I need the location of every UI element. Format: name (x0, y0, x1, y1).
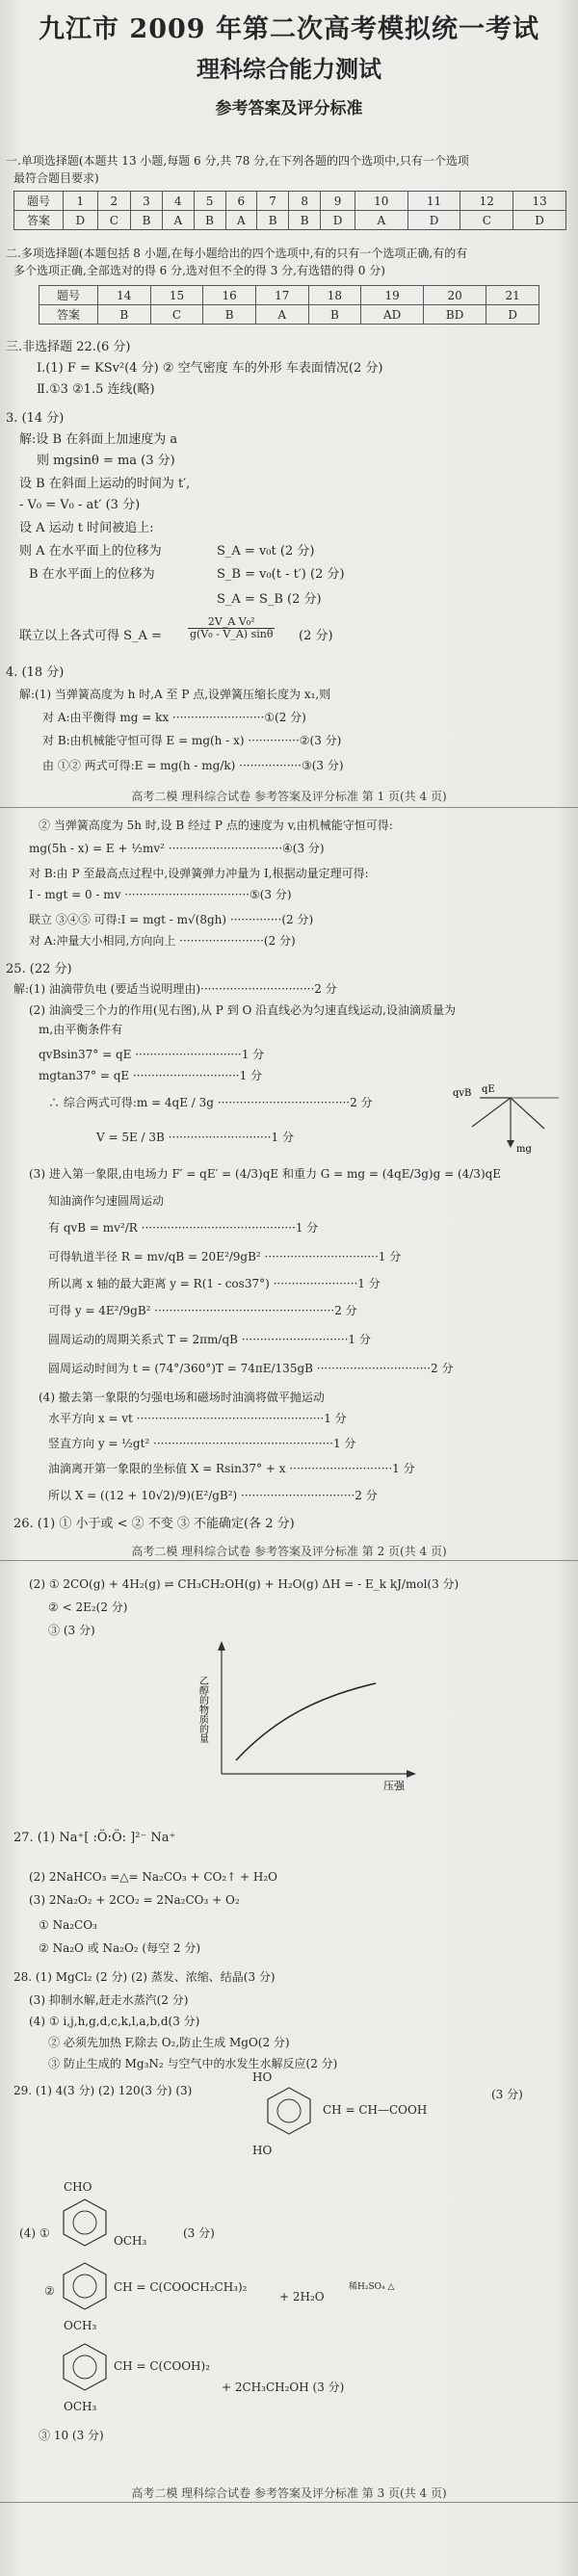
table-cell: 题号 (39, 286, 98, 305)
label-mg: mg (516, 1144, 532, 1155)
table-row (39, 305, 539, 325)
q29-line: ③ 10 (3 分) (39, 2429, 104, 2442)
table-cell: B (130, 211, 162, 230)
q26-heading: 26. (1) ① 小于或 < ② 不变 ③ 不能确定(各 2 分) (13, 1517, 295, 1531)
structure-label: CH = CH—COOH (323, 2103, 428, 2117)
q29-heading: 29. (1) 4(3 分) (2) 120(3 分) (3) (13, 2084, 193, 2097)
q24-line: 由 ①② 两式可得:E = mg(h - mg/k) ·················③(3 分) (42, 759, 344, 772)
q25-line: 可得轨道半径 R = mv/qB = 20E²/9gB² ·······························1 分 (48, 1250, 402, 1263)
q27-line: ② Na₂O 或 Na₂O₂ (每空 2 分) (39, 1941, 201, 1955)
table-cell: 14 (98, 286, 151, 305)
fraction-numerator: 2V_A V₀² (188, 616, 275, 629)
table-cell: B (194, 211, 225, 230)
q25-line: mgtan37° = qE ·····························1 分 (39, 1069, 263, 1082)
q25-line: 所以 X = ((12 + 10√2)/9)(E²/gB²) ·······························2 分 (48, 1489, 378, 1502)
q29-score: (3 分) (491, 2088, 523, 2101)
table-cell: 题号 (14, 192, 64, 211)
table-cell: AD (361, 305, 424, 325)
q27-line: ① Na₂CO₃ (39, 1918, 97, 1932)
table-cell: B (308, 305, 361, 325)
velocity-arrow (511, 1098, 544, 1129)
q25-line: 所以离 x 轴的最大距离 y = R(1 - cos37°) ·······················1 分 (48, 1277, 381, 1290)
q25-line: 知油滴作匀速圆周运动 (48, 1194, 165, 1208)
q22-heading: 三.非选择题 22.(6 分) (6, 340, 131, 354)
table-cell: 答案 (39, 305, 98, 325)
x-axis-label: 压强 (383, 1780, 405, 1791)
page-divider (0, 1560, 578, 1561)
table-cell: C (150, 305, 203, 325)
q25-line: 圆周运动时间为 t = (74°/360°)T = 74πE/135gB ·······························2 分 (48, 1362, 454, 1375)
table-cell: 9 (321, 192, 355, 211)
q27-heading: 27. (1) Na⁺[ :Ö:Ö: ]²⁻ Na⁺ (13, 1831, 176, 1845)
section2-heading: 二.多项选择题(本题包括 8 小题,在每小题给出的四个选项中,有的只有一个选项正确,有的有 (6, 247, 468, 260)
q25-line: 圆周运动的周期关系式 T = 2πm/qB ·····························1 分 (48, 1333, 371, 1346)
q23-score: (2 分) (299, 629, 333, 643)
section1-answer-table (13, 191, 566, 230)
q24-line: 对 A:冲量大小相同,方向向上 ·······················(2 分) (29, 934, 296, 948)
q25-line: 水平方向 x = vt ···················································1 分 (48, 1412, 347, 1425)
structure-label: CHO (64, 2180, 92, 2194)
table-cell: 21 (486, 286, 539, 305)
table-cell: 11 (407, 192, 460, 211)
q25-heading: 25. (22 分) (6, 962, 72, 976)
benzene-ring-icon (56, 2196, 114, 2250)
q24-heading: 4. (18 分) (6, 665, 65, 680)
table-cell: B (257, 211, 289, 230)
q23-formula: S_A = v₀t (2 分) (217, 544, 315, 559)
structure-label: OCH₃ (64, 2400, 97, 2413)
q25-line: (3) 进入第一象限,由电场力 F′ = qE′ = (4/3)qE 和重力 G = mg = (4qE/3g)g = (4/3)qE (29, 1167, 502, 1181)
q22-part2: Ⅱ.①3 ②1.5 连线(略) (37, 382, 155, 397)
q28-line: ② 必须先加热 F,除去 O₂,防止生成 MgO(2 分) (48, 2036, 290, 2049)
table-cell: A (163, 211, 195, 230)
structure-label: + 2H₂O (279, 2290, 325, 2303)
q23-formula: S_A = S_B (2 分) (217, 592, 322, 607)
q24-line: I - mgt = 0 - mv ··································⑤(3 分) (29, 888, 292, 901)
q29-score: (3 分) (183, 2226, 215, 2240)
page-footer: 高考二模 理科综合试卷 参考答案及评分标准 第 3 页(共 4 页) (131, 2486, 447, 2500)
table-cell: 5 (194, 192, 225, 211)
q26-line: ③ (3 分) (48, 1624, 95, 1637)
pressure-graph (183, 1637, 434, 1791)
q28-line: (3) 抑制水解,赶走水蒸汽(2 分) (29, 1993, 189, 2007)
section2-heading-cont: 多个选项正确,全部选对的得 6 分,选对但不全的得 3 分,有选错的得 0 分) (13, 264, 385, 277)
table-cell: 3 (130, 192, 162, 211)
q25-line: m,由平衡条件有 (39, 1023, 123, 1036)
table-cell: 16 (203, 286, 256, 305)
q25-line: 可得 y = 4E²/9gB² ·················································2 分 (48, 1304, 357, 1317)
table-cell: BD (423, 305, 486, 325)
table-cell: C (460, 211, 513, 230)
q25-line: 竖直方向 y = ½gt² ·················································1 分 (48, 1437, 356, 1450)
q24-line: 对 A:由平衡得 mg = kx ·························①(2 分) (42, 711, 306, 724)
q27-line: (2) 2NaHCO₃ =△= Na₂CO₃ + CO₂↑ + H₂O (29, 1870, 278, 1884)
q25-line: V = 5E / 3B ····························1 分 (96, 1131, 294, 1144)
q22-part1: Ⅰ.(1) F = KSv²(4 分) ② 空气密度 车的外形 车表面情况(2 分) (37, 361, 383, 376)
structure-label: OCH₃ (64, 2319, 97, 2332)
table-cell: D (321, 211, 355, 230)
page-footer: 高考二模 理科综合试卷 参考答案及评分标准 第 2 页(共 4 页) (131, 1545, 447, 1558)
magnetic-force-arrow (472, 1098, 511, 1127)
structure-label: CH = C(COOH)₂ (114, 2359, 211, 2373)
table-cell: 15 (150, 286, 203, 305)
table-cell: 7 (257, 192, 289, 211)
table-cell: D (486, 305, 539, 325)
table-cell: D (407, 211, 460, 230)
table-cell: B (289, 211, 321, 230)
q29-line: (4) ① (19, 2226, 50, 2240)
label-qE: qE (482, 1084, 495, 1095)
page-divider (0, 807, 578, 808)
table-cell: 10 (355, 192, 407, 211)
q23-line: 设 B 在斜面上运动的时间为 t′, (19, 477, 191, 491)
table-cell: D (64, 211, 98, 230)
document-subhead: 参考答案及评分标准 (215, 99, 363, 118)
q23-fraction (188, 616, 275, 640)
q25-line: 解:(1) 油滴带负电 (要适当说明理由)·······························2 分 (13, 982, 337, 996)
q23-line: - V₀ = V₀ - at′ (3 分) (19, 498, 141, 512)
trend-curve (236, 1683, 376, 1760)
document-title: 九江市 2009 年第二次高考模拟统一考试 (39, 14, 539, 44)
q27-line: (3) 2Na₂O₂ + 2CO₂ = 2Na₂CO₃ + O₂ (29, 1893, 240, 1907)
force-diagram (453, 1059, 568, 1165)
q24-line: 对 B:由 P 至最高点过程中,设弹簧弹力冲量为 I,根据动量定理可得: (29, 867, 369, 880)
table-cell: 12 (460, 192, 513, 211)
document-subtitle: 理科综合能力测试 (197, 55, 381, 83)
q26-line: ② < 2E₂(2 分) (48, 1600, 128, 1614)
q25-line: qvBsin37° = qE ·····························1 分 (39, 1048, 265, 1061)
table-cell: 4 (163, 192, 195, 211)
table-cell: B (98, 305, 151, 325)
q24-line: 对 B:由机械能守恒可得 E = mg(h - x) ··············②(3 分) (42, 734, 342, 747)
benzene-ring-icon (56, 2340, 114, 2394)
arrowhead-icon (218, 1641, 225, 1651)
q24-line: 解:(1) 当弹簧高度为 h 时,A 至 P 点,设弹簧压缩长度为 x₁,则 (19, 688, 331, 701)
fraction-denominator: g(V₀ - V_A) sinθ (190, 628, 274, 640)
table-cell: 17 (255, 286, 308, 305)
q29-line: ② (44, 2284, 55, 2298)
q23-line: B 在水平面上的位移为 (29, 567, 155, 582)
q23-heading: 3. (14 分) (6, 411, 65, 426)
table-cell: 6 (225, 192, 257, 211)
table-cell: 2 (97, 192, 130, 211)
page-footer: 高考二模 理科综合试卷 参考答案及评分标准 第 1 页(共 4 页) (131, 790, 447, 803)
structure-label: OCH₃ (114, 2234, 147, 2248)
arrowhead-icon (507, 1140, 514, 1148)
benzene-ring-icon (260, 2084, 318, 2138)
table-row (14, 192, 566, 211)
section1-heading-cont: 最符合题目要求) (13, 171, 99, 185)
q28-heading: 28. (1) MgCl₂ (2 分) (2) 蒸发、浓缩、结晶(3 分) (13, 1970, 276, 1984)
q24-line: ② 当弹簧高度为 5h 时,设 B 经过 P 点的速度为 v,由机械能守恒可得: (39, 819, 393, 832)
structure-label: CH = C(COOCH₂CH₃)₂ (114, 2280, 248, 2294)
table-cell: 13 (513, 192, 566, 211)
table-cell: A (255, 305, 308, 325)
q23-line: 设 A 运动 t 时间被追上: (19, 521, 154, 535)
table-cell: 20 (423, 286, 486, 305)
structure-label: HO (252, 2144, 273, 2157)
q28-line: (4) ① i,j,h,g,d,c,k,l,a,b,d(3 分) (29, 2015, 200, 2028)
q25-line: 油滴离开第一象限的坐标值 X = Rsin37° + x ····························1 分 (48, 1462, 415, 1475)
q25-line: 有 qvB = mv²/R ··········································1 分 (48, 1221, 319, 1235)
table-cell: A (225, 211, 257, 230)
reaction-condition: 稀H₂SO₄ △ (349, 2282, 395, 2292)
structure-label: + 2CH₃CH₂OH (3 分) (222, 2381, 345, 2394)
table-row (39, 286, 539, 305)
arrowhead-icon (407, 1770, 416, 1778)
q23-line: 解:设 B 在斜面上加速度为 a (19, 432, 178, 447)
q24-line: mg(5h - x) = E + ½mv² ·······························④(3 分) (29, 842, 325, 855)
structure-label: HO (252, 2070, 273, 2084)
q24-line: 联立 ③④⑤ 可得:I = mgt - m√(8gh) ··············(2 分) (29, 913, 314, 926)
q23-line: 联立以上各式可得 S_A = (19, 629, 162, 643)
y-axis-label: 乙醇的物质的量 (197, 1676, 208, 1743)
q25-line: (4) 撤去第一象限的匀强电场和磁场时油滴将做平抛运动 (39, 1391, 325, 1404)
section1-heading: 一.单项选择题(本题共 13 小题,每题 6 分,共 78 分,在下列各题的四个选项中,只有一个选项 (6, 154, 469, 168)
table-cell: C (97, 211, 130, 230)
q28-line: ③ 防止生成的 Mg₃N₂ 与空气中的水发生水解反应(2 分) (48, 2057, 338, 2070)
q25-line: (2) 油滴受三个力的作用(见右图),从 P 到 O 沿直线必为匀速直线运动,设油滴质量为 (29, 1003, 456, 1017)
label-qvB: qvB (453, 1088, 472, 1099)
q23-line: 则 A 在水平面上的位移为 (19, 544, 162, 559)
table-cell: 8 (289, 192, 321, 211)
q23-line: 则 mgsinθ = ma (3 分) (37, 454, 175, 468)
table-cell: 18 (308, 286, 361, 305)
page-divider (0, 2502, 578, 2503)
table-row (14, 211, 566, 230)
table-cell: 19 (361, 286, 424, 305)
q26-line: (2) ① 2CO(g) + 4H₂(g) ⇌ CH₃CH₂OH(g) + H₂O(g) ΔH = - E_k kJ/mol(3 分) (29, 1577, 460, 1591)
table-cell: D (513, 211, 566, 230)
table-cell: 1 (64, 192, 98, 211)
benzene-ring-icon (56, 2259, 114, 2313)
table-cell: A (355, 211, 407, 230)
section2-answer-table (39, 285, 539, 325)
table-cell: B (203, 305, 256, 325)
table-cell: 答案 (14, 211, 64, 230)
q25-line: ∴ 综合两式可得:m = 4qE / 3g ····································2 分 (48, 1096, 373, 1109)
q23-formula: S_B = v₀(t - t′) (2 分) (217, 567, 345, 582)
